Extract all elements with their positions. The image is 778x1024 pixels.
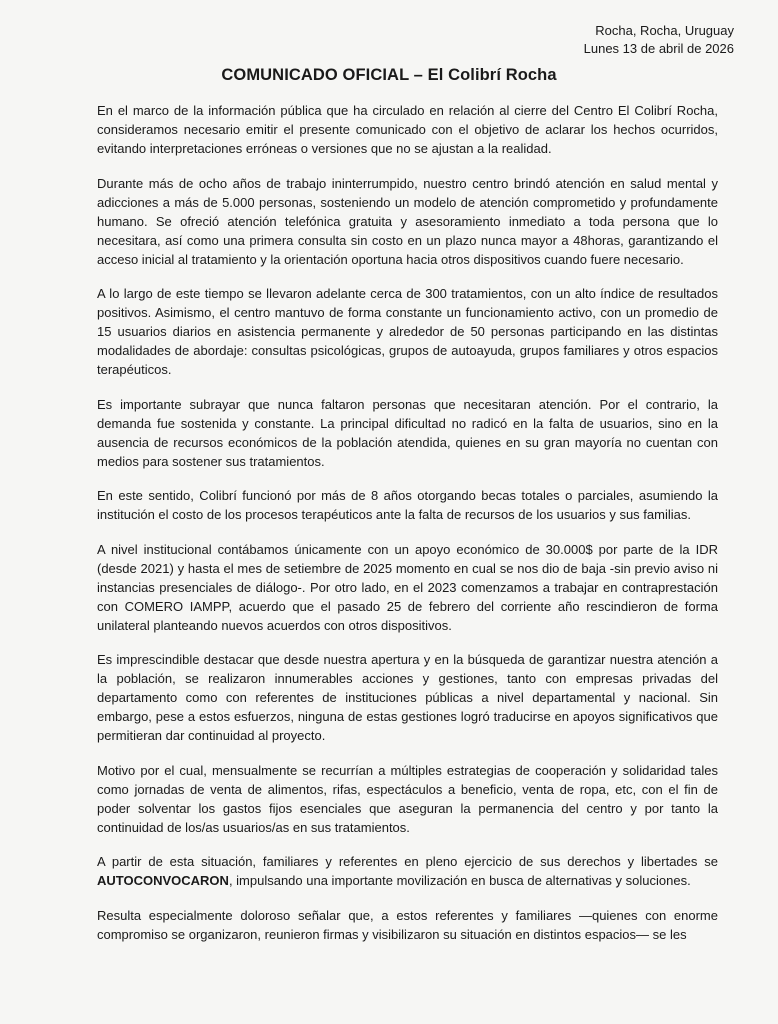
header-date: Lunes 13 de abril de 2026: [583, 41, 734, 56]
paragraph-text: , impulsando una importante movilización en busca de alternativas y soluciones.: [228, 873, 691, 888]
paragraph-text: A partir de esta situación, familiares y referentes en pleno ejercicio de sus derechos y libertades se: [97, 854, 718, 869]
header-block: [584, 22, 734, 58]
document-body: [97, 101, 718, 959]
document-title: COMUNICADO OFICIAL – El Colibrí Rocha: [221, 66, 557, 84]
paragraph: A nivel institucional contábamos únicamente con un apoyo económico de 30.000$ por parte de la IDR (desde 2021) y hasta el mes de setiembre de 2025 momento en cual se nos dio de baja -sin previo aviso ni instancias presenciales de diálogo-. Por otro lado, en el 2023 comenzamos a trabajar en contraprestación con COMERO IAMPP, acuerdo que el pasado 25 de febrero del corriente año rescindieron de forma unilateral planteando nuevos acuerdos con otros dispositivos.: [97, 541, 718, 633]
paragraph: A lo largo de este tiempo se llevaron adelante cerca de 300 tratamientos, con un alto índice de resultados positivos. Asimismo, el centro mantuvo de forma constante un funcionamiento activo, con un promedio de 15 usuarios diarios en asistencia permanente y alrededor de 50 personas participando en las distintas modalidades de abordaje: consultas psicológicas, grupos de autoayuda, grupos familiares y otros espacios terapéuticos.: [97, 286, 718, 377]
paragraph-autoconvocaron: [97, 852, 718, 890]
paragraph: Motivo por el cual, mensualmente se recurrían a múltiples estrategias de cooperación y solidaridad tales como jornadas de venta de alimentos, rifas, espectáculos a beneficio, venta de ropa, etc, con el fin de poder solventar los gastos fijos esenciales que aseguran la permanencia del centro y por tanto la continuidad de los/as usuarios/as en sus tratamientos.: [97, 762, 718, 835]
paragraph: En este sentido, Colibrí funcionó por más de 8 años otorgando becas totales o parciales, asumiendo la institución el costo de los procesos terapéuticos ante la falta de recursos de los usuarios y sus familias.: [97, 488, 718, 522]
header-location: Rocha, Rocha, Uruguay: [595, 23, 734, 38]
paragraph: Resulta especialmente doloroso señalar que, a estos referentes y familiares —quienes con enorme compromiso se organizaron, reunieron firmas y visibilizaron su situación en distintos espacios— se les: [97, 907, 718, 942]
paragraph: Es importante subrayar que nunca faltaron personas que necesitaran atención. Por el contrario, la demanda fue sostenida y constante. La principal dificultad no radicó en la falta de usuarios, sino en la ausencia de recursos económicos de la población atendida, quienes en su gran mayoría no cuentan con medios para sostener sus tratamientos.: [97, 396, 718, 469]
paragraph: Durante más de ocho años de trabajo ininterrumpido, nuestro centro brindó atención en salud mental y adicciones a más de 5.000 personas, sosteniendo un modelo de atención comprometido y profundamente humano. Se ofreció atención telefónica gratuita y asesoramiento inmediato a toda persona que lo necesitara, así como una primera consulta sin costo en un plazo nunca mayor a 48horas, garantizando el acceso inicial al tratamiento y la orientación oportuna hacia otros dispositivos cuando fuere necesario.: [97, 175, 718, 267]
paragraph: Es imprescindible destacar que desde nuestra apertura y en la búsqueda de garantizar nuestra atención a la población, se realizaron innumerables acciones y gestiones, tanto con empresas privadas del departamento como con referentes de instituciones públicas a nivel departamental y nacional. Sin embargo, pese a estos esfuerzos, ninguna de estas gestiones logró traducirse en apoyos significativos que permitieran dar continuidad al proyecto.: [97, 652, 718, 743]
paragraph: En el marco de la información pública que ha circulado en relación al cierre del Centro El Colibrí Rocha, consideramos necesario emitir el presente comunicado con el objetivo de aclarar los hechos ocurridos, evitando interpretaciones erróneas o versiones que no se ajustan a la realidad.: [97, 103, 718, 156]
emphasis-text: AUTOCONVOCARON: [97, 873, 229, 888]
